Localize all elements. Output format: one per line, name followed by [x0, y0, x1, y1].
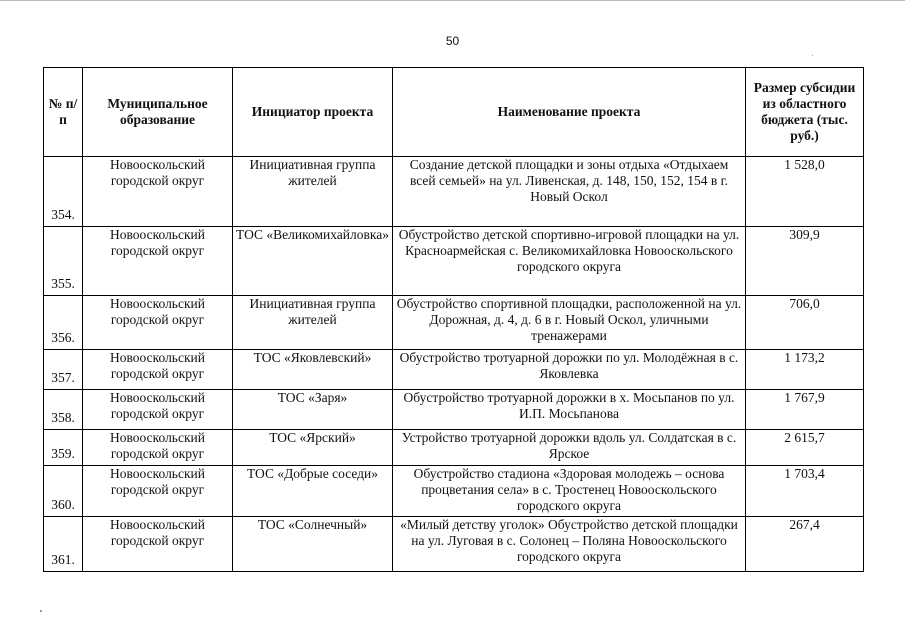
header-project: Наименование проекта	[393, 68, 746, 157]
row-num: 358.	[44, 390, 83, 430]
table-row	[44, 227, 864, 296]
scan-speck	[40, 610, 42, 612]
row-project: Обустройство детской спортивно-игровой площадки на ул. Красноармейская с. Великомихайловка Новооскольского городского округа	[393, 227, 746, 296]
row-project: «Милый детству уголок» Обустройство детской площадки на ул. Луговая в с. Солонец – Поляна Новооскольского городского округа	[393, 517, 746, 572]
header-subsidy: Размер субсидии из областного бюджета (тыс. руб.)	[746, 68, 864, 157]
scan-speck	[812, 55, 813, 56]
header-initiator: Инициатор проекта	[233, 68, 393, 157]
table-row	[44, 350, 864, 390]
row-subsidy: 706,0	[746, 296, 864, 350]
row-initiator: ТОС «Великомихайловка»	[233, 227, 393, 296]
table-row	[44, 466, 864, 517]
row-project: Обустройство тротуарной дорожки по ул. Молодёжная в с. Яковлевка	[393, 350, 746, 390]
table-row	[44, 517, 864, 572]
row-municipality: Новооскольский городской округ	[83, 517, 233, 572]
row-subsidy: 267,4	[746, 517, 864, 572]
row-num: 357.	[44, 350, 83, 390]
row-subsidy: 2 615,7	[746, 430, 864, 466]
row-num: 360.	[44, 466, 83, 517]
row-municipality: Новооскольский городской округ	[83, 390, 233, 430]
row-subsidy: 309,9	[746, 227, 864, 296]
row-initiator: ТОС «Ярский»	[233, 430, 393, 466]
row-municipality: Новооскольский городской округ	[83, 227, 233, 296]
row-municipality: Новооскольский городской округ	[83, 466, 233, 517]
row-project: Обустройство тротуарной дорожки в х. Мосьпанов по ул. И.П. Мосьпанова	[393, 390, 746, 430]
row-subsidy: 1 528,0	[746, 157, 864, 227]
header-municipality: Муниципальное образование	[83, 68, 233, 157]
page-number: 50	[445, 34, 460, 48]
header-num: № п/п	[44, 68, 83, 157]
row-num: 361.	[44, 517, 83, 572]
row-num: 354.	[44, 157, 83, 227]
row-project: Создание детской площадки и зоны отдыха «Отдыхаем всей семьей» на ул. Ливенская, д. 148, 150, 152, 154 в г. Новый Оскол	[393, 157, 746, 227]
table-row	[44, 296, 864, 350]
row-subsidy: 1 767,9	[746, 390, 864, 430]
row-initiator: ТОС «Яковлевский»	[233, 350, 393, 390]
row-municipality: Новооскольский городской округ	[83, 350, 233, 390]
table-row	[44, 157, 864, 227]
row-num: 359.	[44, 430, 83, 466]
row-initiator: ТОС «Солнечный»	[233, 517, 393, 572]
row-municipality: Новооскольский городской округ	[83, 296, 233, 350]
table-row	[44, 390, 864, 430]
row-project: Устройство тротуарной дорожки вдоль ул. Солдатская в с. Ярское	[393, 430, 746, 466]
row-num: 355.	[44, 227, 83, 296]
row-subsidy: 1 703,4	[746, 466, 864, 517]
table-header-row	[44, 68, 864, 157]
row-project: Обустройство спортивной площадки, расположенной на ул. Дорожная, д. 4, д. 6 в г. Новый Оскол, уличными тренажерами	[393, 296, 746, 350]
row-num: 356.	[44, 296, 83, 350]
row-project: Обустройство стадиона «Здоровая молодежь – основа процветания села» в с. Тростенец Новооскольского городского округа	[393, 466, 746, 517]
row-municipality: Новооскольский городской округ	[83, 430, 233, 466]
scan-edge	[0, 0, 905, 3]
row-initiator: Инициативная группа жителей	[233, 157, 393, 227]
row-initiator: ТОС «Добрые соседи»	[233, 466, 393, 517]
table-row	[44, 430, 864, 466]
row-subsidy: 1 173,2	[746, 350, 864, 390]
row-municipality: Новооскольский городской округ	[83, 157, 233, 227]
row-initiator: ТОС «Заря»	[233, 390, 393, 430]
subsidy-table	[43, 67, 864, 572]
row-initiator: Инициативная группа жителей	[233, 296, 393, 350]
